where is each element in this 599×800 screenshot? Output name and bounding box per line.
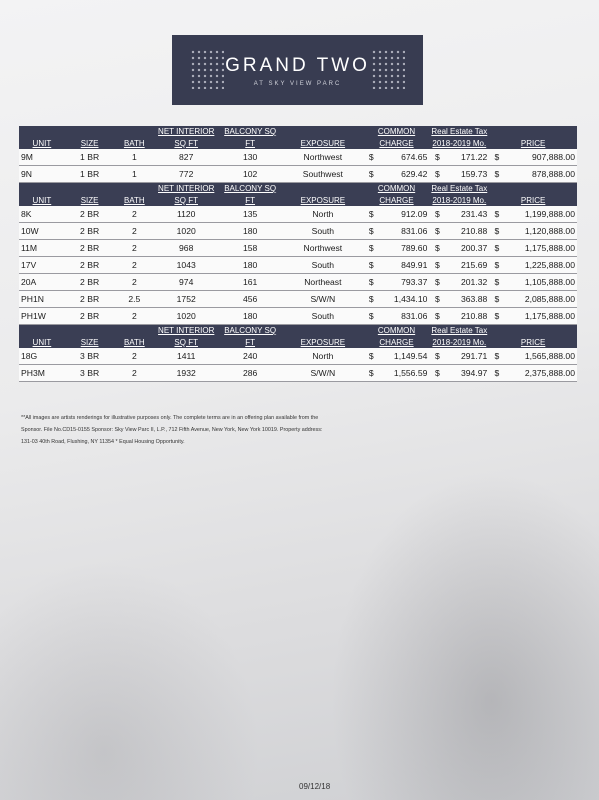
column-header bbox=[429, 337, 489, 348]
table-row bbox=[19, 257, 577, 274]
cell-tax-sym: $ bbox=[429, 308, 441, 325]
cell-unit: 18G bbox=[19, 348, 65, 365]
cell-size: 2 BR bbox=[65, 240, 115, 257]
cell-size: 2 BR bbox=[65, 274, 115, 291]
cell-common: 674.65 bbox=[376, 149, 430, 166]
column-header-label: NET INTERIOR bbox=[158, 127, 215, 136]
column-header-label: COMMON bbox=[377, 184, 416, 193]
column-header bbox=[114, 126, 154, 138]
column-header bbox=[489, 126, 577, 138]
column-header bbox=[19, 325, 65, 338]
cell-balcony: 180 bbox=[218, 223, 282, 240]
cell-bath: 2 bbox=[114, 365, 154, 382]
cell-common: 1,434.10 bbox=[376, 291, 430, 308]
column-header-label: FT bbox=[245, 138, 256, 148]
column-header-label: Real Estate Tax bbox=[431, 184, 488, 193]
cell-tax: 201.32 bbox=[442, 274, 490, 291]
cell-common: 1,149.54 bbox=[376, 348, 430, 365]
column-header bbox=[489, 183, 577, 196]
column-header bbox=[429, 325, 489, 338]
cell-size: 2 BR bbox=[65, 223, 115, 240]
cell-bath: 2 bbox=[114, 206, 154, 223]
column-header bbox=[364, 183, 430, 196]
cell-unit: 17V bbox=[19, 257, 65, 274]
legal-footnote bbox=[21, 412, 491, 448]
cell-price: 2,375,888.00 bbox=[501, 365, 577, 382]
column-header-label: FT bbox=[245, 337, 256, 347]
column-header bbox=[19, 183, 65, 196]
cell-tax-sym: $ bbox=[429, 274, 441, 291]
table-row bbox=[19, 291, 577, 308]
footnote-line: **All images are artists renderings for illustrative purposes only. The complete terms are in an offering plan available from the bbox=[21, 415, 319, 421]
column-header bbox=[65, 138, 115, 149]
cell-price-sym: $ bbox=[489, 257, 501, 274]
unit-pricing-table bbox=[19, 126, 577, 382]
table-row bbox=[19, 149, 577, 166]
cell-price-sym: $ bbox=[489, 348, 501, 365]
cell-balcony: 240 bbox=[218, 348, 282, 365]
cell-bath: 2 bbox=[114, 257, 154, 274]
column-header-label: CHARGE bbox=[379, 138, 414, 148]
column-header bbox=[282, 126, 364, 138]
cell-tax-sym: $ bbox=[429, 206, 441, 223]
cell-bath: 2 bbox=[114, 240, 154, 257]
column-header-label: Real Estate Tax bbox=[431, 326, 488, 335]
column-header bbox=[429, 195, 489, 206]
cell-common-sym: $ bbox=[364, 166, 376, 183]
column-header-label: 2018-2019 Mo. bbox=[432, 138, 487, 148]
cell-unit: 11M bbox=[19, 240, 65, 257]
column-header-label: SQ FT bbox=[174, 195, 198, 205]
column-header bbox=[364, 325, 430, 338]
column-header-label: BATH bbox=[123, 195, 145, 205]
column-header bbox=[364, 138, 430, 149]
cell-interior: 1020 bbox=[154, 223, 218, 240]
cell-interior: 1020 bbox=[154, 308, 218, 325]
cell-price-sym: $ bbox=[489, 166, 501, 183]
cell-common-sym: $ bbox=[364, 240, 376, 257]
cell-tax-sym: $ bbox=[429, 348, 441, 365]
cell-tax-sym: $ bbox=[429, 257, 441, 274]
cell-balcony: 456 bbox=[218, 291, 282, 308]
column-header-label: BALCONY SQ bbox=[224, 184, 277, 193]
cell-tax-sym: $ bbox=[429, 291, 441, 308]
logo-name: GRAND TWO bbox=[225, 55, 370, 76]
column-header-label: COMMON bbox=[377, 127, 416, 136]
column-header bbox=[364, 337, 430, 348]
cell-exposure: North bbox=[282, 348, 364, 365]
column-header bbox=[154, 138, 218, 149]
cell-tax: 210.88 bbox=[442, 223, 490, 240]
column-header bbox=[114, 195, 154, 206]
cell-common-sym: $ bbox=[364, 149, 376, 166]
cell-common-sym: $ bbox=[364, 257, 376, 274]
column-header bbox=[65, 337, 115, 348]
cell-price-sym: $ bbox=[489, 206, 501, 223]
cell-price: 1,105,888.00 bbox=[501, 274, 577, 291]
column-header-label: BATH bbox=[123, 337, 145, 347]
cell-balcony: 180 bbox=[218, 308, 282, 325]
column-header bbox=[154, 337, 218, 348]
cell-common: 912.09 bbox=[376, 206, 430, 223]
column-header bbox=[282, 195, 364, 206]
column-header-label: BATH bbox=[123, 138, 145, 148]
column-header-label: EXPOSURE bbox=[300, 195, 346, 205]
cell-tax-sym: $ bbox=[429, 365, 441, 382]
cell-bath: 1 bbox=[114, 149, 154, 166]
cell-exposure: Northwest bbox=[282, 149, 364, 166]
column-header bbox=[429, 183, 489, 196]
cell-size: 3 BR bbox=[65, 348, 115, 365]
column-header bbox=[489, 337, 577, 348]
cell-common: 793.37 bbox=[376, 274, 430, 291]
cell-size: 1 BR bbox=[65, 149, 115, 166]
cell-size: 2 BR bbox=[65, 257, 115, 274]
cell-tax: 159.73 bbox=[442, 166, 490, 183]
cell-price: 1,565,888.00 bbox=[501, 348, 577, 365]
column-header-label: EXPOSURE bbox=[300, 138, 346, 148]
grand-two-logo bbox=[172, 35, 423, 105]
cell-price-sym: $ bbox=[489, 240, 501, 257]
cell-common-sym: $ bbox=[364, 348, 376, 365]
table-header-row bbox=[19, 138, 577, 149]
cell-tax: 200.37 bbox=[442, 240, 490, 257]
column-header bbox=[154, 183, 218, 196]
column-header-label: COMMON bbox=[377, 326, 416, 335]
column-header-label: 2018-2019 Mo. bbox=[432, 337, 487, 347]
cell-bath: 2 bbox=[114, 308, 154, 325]
cell-tax-sym: $ bbox=[429, 240, 441, 257]
cell-price-sym: $ bbox=[489, 365, 501, 382]
cell-unit: PH1W bbox=[19, 308, 65, 325]
cell-common-sym: $ bbox=[364, 291, 376, 308]
column-header-label: EXPOSURE bbox=[300, 337, 346, 347]
table-row bbox=[19, 166, 577, 183]
cell-unit: 20A bbox=[19, 274, 65, 291]
cell-unit: PH1N bbox=[19, 291, 65, 308]
cell-tax: 231.43 bbox=[442, 206, 490, 223]
cell-tax: 363.88 bbox=[442, 291, 490, 308]
cell-balcony: 286 bbox=[218, 365, 282, 382]
cell-tax-sym: $ bbox=[429, 223, 441, 240]
table-row bbox=[19, 223, 577, 240]
column-header bbox=[65, 126, 115, 138]
column-header-label: PRICE bbox=[520, 195, 546, 205]
column-header bbox=[218, 325, 282, 338]
table-row bbox=[19, 240, 577, 257]
cell-exposure: Northwest bbox=[282, 240, 364, 257]
cell-balcony: 135 bbox=[218, 206, 282, 223]
column-header bbox=[19, 337, 65, 348]
cell-interior: 1411 bbox=[154, 348, 218, 365]
column-header-label: SQ FT bbox=[174, 138, 198, 148]
cell-exposure: South bbox=[282, 257, 364, 274]
column-header bbox=[154, 126, 218, 138]
cell-exposure: Southwest bbox=[282, 166, 364, 183]
cell-common-sym: $ bbox=[364, 308, 376, 325]
table-row bbox=[19, 365, 577, 382]
column-header bbox=[65, 325, 115, 338]
cell-exposure: South bbox=[282, 223, 364, 240]
footnote-line: Sponsor. File No.CD15-0155 Sponsor: Sky View Parc II, L.P., 712 Fifth Avenue, New York, New York 10019. Property address: bbox=[21, 427, 323, 433]
column-header-label: UNIT bbox=[32, 138, 52, 148]
cell-common: 789.60 bbox=[376, 240, 430, 257]
cell-common: 1,556.59 bbox=[376, 365, 430, 382]
column-header-label: Real Estate Tax bbox=[431, 127, 488, 136]
cell-unit: PH3M bbox=[19, 365, 65, 382]
cell-balcony: 102 bbox=[218, 166, 282, 183]
cell-size: 2 BR bbox=[65, 206, 115, 223]
table-row bbox=[19, 348, 577, 365]
column-header bbox=[65, 183, 115, 196]
cell-interior: 1120 bbox=[154, 206, 218, 223]
cell-price: 878,888.00 bbox=[501, 166, 577, 183]
column-header-label: PRICE bbox=[520, 337, 546, 347]
table-row bbox=[19, 274, 577, 291]
cell-price: 1,175,888.00 bbox=[501, 240, 577, 257]
cell-exposure: S/W/N bbox=[282, 291, 364, 308]
cell-tax: 394.97 bbox=[442, 365, 490, 382]
column-header bbox=[429, 138, 489, 149]
cell-balcony: 158 bbox=[218, 240, 282, 257]
cell-common-sym: $ bbox=[364, 365, 376, 382]
cell-exposure: S/W/N bbox=[282, 365, 364, 382]
cell-price: 1,120,888.00 bbox=[501, 223, 577, 240]
column-header-label: CHARGE bbox=[379, 195, 414, 205]
cell-common-sym: $ bbox=[364, 274, 376, 291]
cell-size: 1 BR bbox=[65, 166, 115, 183]
cell-interior: 1752 bbox=[154, 291, 218, 308]
column-header-label: SIZE bbox=[80, 337, 99, 347]
cell-common: 831.06 bbox=[376, 308, 430, 325]
cell-unit: 9N bbox=[19, 166, 65, 183]
cell-bath: 1 bbox=[114, 166, 154, 183]
column-header-label: SIZE bbox=[80, 138, 99, 148]
column-header bbox=[218, 195, 282, 206]
cell-interior: 1932 bbox=[154, 365, 218, 382]
cell-unit: 10W bbox=[19, 223, 65, 240]
cell-size: 2 BR bbox=[65, 291, 115, 308]
cell-bath: 2.5 bbox=[114, 291, 154, 308]
column-header-label: NET INTERIOR bbox=[158, 184, 215, 193]
column-header bbox=[65, 195, 115, 206]
cell-tax-sym: $ bbox=[429, 149, 441, 166]
cell-price-sym: $ bbox=[489, 291, 501, 308]
cell-price: 907,888.00 bbox=[501, 149, 577, 166]
cell-interior: 1043 bbox=[154, 257, 218, 274]
column-header-label: SIZE bbox=[80, 195, 99, 205]
table-row bbox=[19, 308, 577, 325]
cell-bath: 2 bbox=[114, 348, 154, 365]
column-header bbox=[19, 138, 65, 149]
shadow-overlay-lower bbox=[0, 560, 260, 800]
table-header-row bbox=[19, 126, 577, 138]
cell-tax: 171.22 bbox=[442, 149, 490, 166]
cell-exposure: South bbox=[282, 308, 364, 325]
table-row bbox=[19, 206, 577, 223]
cell-exposure: North bbox=[282, 206, 364, 223]
cell-balcony: 180 bbox=[218, 257, 282, 274]
column-header bbox=[218, 126, 282, 138]
cell-common-sym: $ bbox=[364, 223, 376, 240]
column-header-label: UNIT bbox=[32, 195, 52, 205]
cell-bath: 2 bbox=[114, 274, 154, 291]
column-header bbox=[19, 126, 65, 138]
table-header-row bbox=[19, 183, 577, 196]
cell-price-sym: $ bbox=[489, 149, 501, 166]
cell-balcony: 130 bbox=[218, 149, 282, 166]
column-header-label: 2018-2019 Mo. bbox=[432, 195, 487, 205]
cell-interior: 827 bbox=[154, 149, 218, 166]
column-header-label: SQ FT bbox=[174, 337, 198, 347]
cell-price: 1,175,888.00 bbox=[501, 308, 577, 325]
cell-interior: 772 bbox=[154, 166, 218, 183]
cell-unit: 8K bbox=[19, 206, 65, 223]
column-header bbox=[282, 138, 364, 149]
column-header bbox=[364, 195, 430, 206]
cell-interior: 974 bbox=[154, 274, 218, 291]
column-header bbox=[282, 183, 364, 196]
column-header bbox=[489, 195, 577, 206]
column-header bbox=[114, 138, 154, 149]
column-header bbox=[218, 183, 282, 196]
cell-common: 849.91 bbox=[376, 257, 430, 274]
cell-unit: 9M bbox=[19, 149, 65, 166]
cell-bath: 2 bbox=[114, 223, 154, 240]
column-header-label: UNIT bbox=[32, 337, 52, 347]
cell-size: 3 BR bbox=[65, 365, 115, 382]
document-date: 09/12/18 bbox=[299, 782, 331, 791]
cell-price-sym: $ bbox=[489, 274, 501, 291]
column-header bbox=[364, 126, 430, 138]
column-header-label: NET INTERIOR bbox=[158, 326, 215, 335]
shadow-overlay bbox=[330, 470, 599, 800]
column-header bbox=[489, 325, 577, 338]
column-header bbox=[114, 337, 154, 348]
column-header bbox=[154, 325, 218, 338]
cell-exposure: Northeast bbox=[282, 274, 364, 291]
column-header-label: PRICE bbox=[520, 138, 546, 148]
column-header-label: BALCONY SQ bbox=[224, 127, 277, 136]
column-header bbox=[282, 337, 364, 348]
cell-tax: 210.88 bbox=[442, 308, 490, 325]
column-header bbox=[218, 138, 282, 149]
cell-price-sym: $ bbox=[489, 223, 501, 240]
column-header-label: FT bbox=[245, 195, 256, 205]
cell-tax: 215.69 bbox=[442, 257, 490, 274]
column-header bbox=[429, 126, 489, 138]
column-header bbox=[282, 325, 364, 338]
cell-price: 1,225,888.00 bbox=[501, 257, 577, 274]
table-header-row bbox=[19, 325, 577, 338]
cell-interior: 968 bbox=[154, 240, 218, 257]
column-header bbox=[19, 195, 65, 206]
table-header-row bbox=[19, 337, 577, 348]
cell-common: 831.06 bbox=[376, 223, 430, 240]
column-header-label: BALCONY SQ bbox=[224, 326, 277, 335]
cell-size: 2 BR bbox=[65, 308, 115, 325]
cell-tax-sym: $ bbox=[429, 166, 441, 183]
logo-subtitle: AT SKY VIEW PARC bbox=[253, 81, 342, 87]
cell-balcony: 161 bbox=[218, 274, 282, 291]
cell-price: 2,085,888.00 bbox=[501, 291, 577, 308]
table-header-row bbox=[19, 195, 577, 206]
column-header bbox=[114, 325, 154, 338]
cell-common-sym: $ bbox=[364, 206, 376, 223]
column-header bbox=[489, 138, 577, 149]
column-header bbox=[154, 195, 218, 206]
footnote-line: 131-03 40th Road, Flushing, NY 11354 * Equal Housing Opportunity. bbox=[21, 439, 185, 445]
cell-tax: 291.71 bbox=[442, 348, 490, 365]
cell-price-sym: $ bbox=[489, 308, 501, 325]
cell-common: 629.42 bbox=[376, 166, 430, 183]
cell-price: 1,199,888.00 bbox=[501, 206, 577, 223]
column-header bbox=[114, 183, 154, 196]
column-header-label: CHARGE bbox=[379, 337, 414, 347]
column-header bbox=[218, 337, 282, 348]
